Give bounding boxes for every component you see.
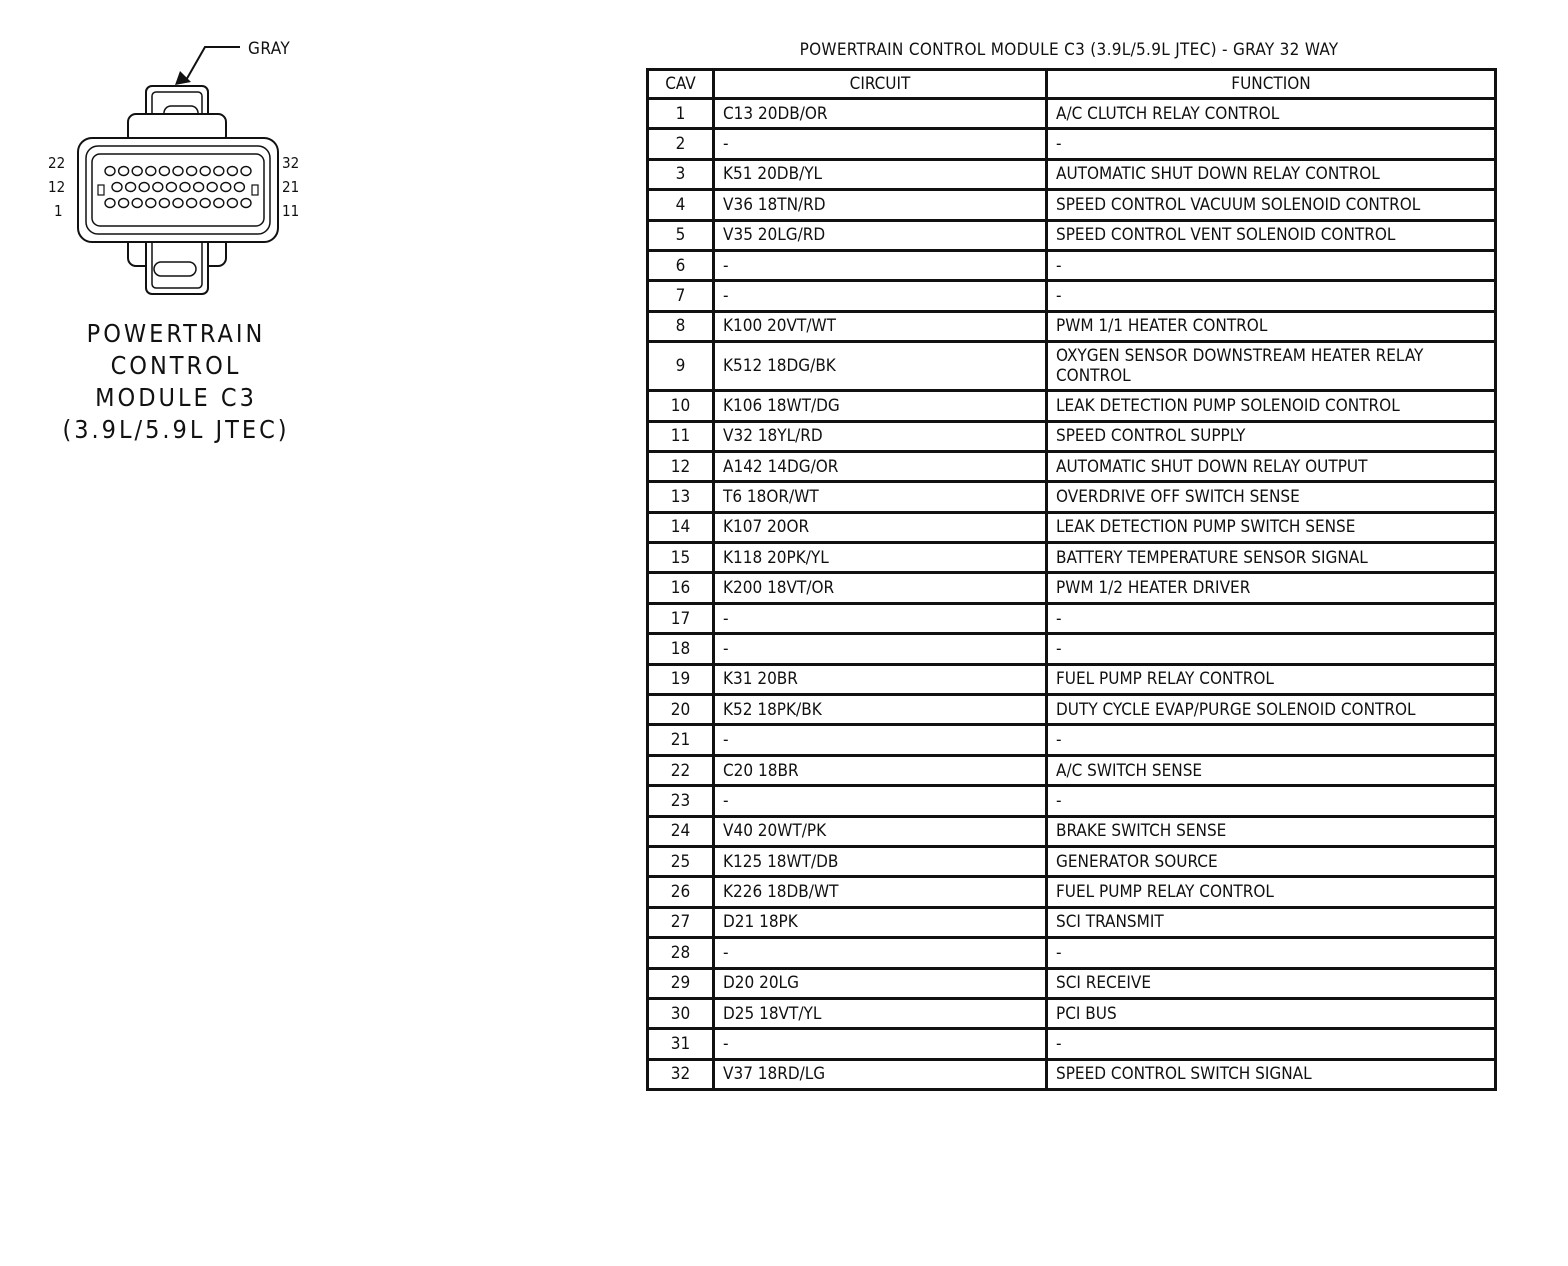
table-row: [648, 998, 1496, 1028]
cav-cell: 30: [648, 998, 714, 1028]
function-cell: PWM 1/1 HEATER CONTROL: [1047, 311, 1496, 341]
function-cell: -: [1047, 634, 1496, 664]
circuit-cell: -: [714, 725, 1047, 755]
circuit-cell: C13 20DB/OR: [714, 99, 1047, 129]
column-header-cav: CAV: [648, 70, 714, 99]
function-cell: OVERDRIVE OFF SWITCH SENSE: [1047, 482, 1496, 512]
circuit-cell: -: [714, 634, 1047, 664]
pin-label-32: 32: [282, 154, 300, 172]
circuit-cell: -: [714, 603, 1047, 633]
circuit-cell: V37 18RD/LG: [714, 1059, 1047, 1089]
circuit-cell: -: [714, 250, 1047, 280]
table-row: [648, 634, 1496, 664]
table-row: [648, 482, 1496, 512]
function-cell: -: [1047, 725, 1496, 755]
cav-cell: 3: [648, 159, 714, 189]
function-cell: PWM 1/2 HEATER DRIVER: [1047, 573, 1496, 603]
function-cell: -: [1047, 129, 1496, 159]
table-row: [648, 1029, 1496, 1059]
cav-cell: 14: [648, 512, 714, 542]
table-row: [648, 159, 1496, 189]
cav-cell: 2: [648, 129, 714, 159]
function-cell: SCI RECEIVE: [1047, 968, 1496, 998]
cav-cell: 7: [648, 281, 714, 311]
table-row: [648, 786, 1496, 816]
table-row: [648, 938, 1496, 968]
cav-cell: 31: [648, 1029, 714, 1059]
cav-cell: 8: [648, 311, 714, 341]
cav-cell: 26: [648, 877, 714, 907]
function-cell: DUTY CYCLE EVAP/PURGE SOLENOID CONTROL: [1047, 695, 1496, 725]
function-cell: LEAK DETECTION PUMP SOLENOID CONTROL: [1047, 391, 1496, 421]
circuit-cell: -: [714, 129, 1047, 159]
circuit-cell: D25 18VT/YL: [714, 998, 1047, 1028]
column-header-function: FUNCTION: [1047, 70, 1496, 99]
connector-caption: [40, 318, 312, 446]
cav-cell: 25: [648, 846, 714, 876]
function-cell: FUEL PUMP RELAY CONTROL: [1047, 664, 1496, 694]
function-cell: FUEL PUMP RELAY CONTROL: [1047, 877, 1496, 907]
table-row: [648, 129, 1496, 159]
table-row: [648, 725, 1496, 755]
circuit-cell: K52 18PK/BK: [714, 695, 1047, 725]
table-row: [648, 877, 1496, 907]
cav-cell: 6: [648, 250, 714, 280]
cav-cell: 10: [648, 391, 714, 421]
function-cell: AUTOMATIC SHUT DOWN RELAY OUTPUT: [1047, 451, 1496, 481]
table-header-row: [648, 70, 1496, 99]
pin-label-21: 21: [282, 178, 300, 196]
cav-cell: 20: [648, 695, 714, 725]
circuit-cell: K125 18WT/DB: [714, 846, 1047, 876]
function-cell: SPEED CONTROL SUPPLY: [1047, 421, 1496, 451]
circuit-cell: V32 18YL/RD: [714, 421, 1047, 451]
function-cell: SPEED CONTROL SWITCH SIGNAL: [1047, 1059, 1496, 1089]
function-cell: SCI TRANSMIT: [1047, 907, 1496, 937]
table-row: [648, 695, 1496, 725]
circuit-cell: -: [714, 938, 1047, 968]
caption-line: (3.9L/5.9L JTEC): [62, 415, 290, 444]
circuit-cell: D20 20LG: [714, 968, 1047, 998]
function-cell: -: [1047, 603, 1496, 633]
circuit-cell: K107 20OR: [714, 512, 1047, 542]
table-row: [648, 543, 1496, 573]
column-header-circuit: CIRCUIT: [714, 70, 1047, 99]
function-cell: LEAK DETECTION PUMP SWITCH SENSE: [1047, 512, 1496, 542]
circuit-cell: V40 20WT/PK: [714, 816, 1047, 846]
function-cell: BRAKE SWITCH SENSE: [1047, 816, 1496, 846]
function-cell: -: [1047, 281, 1496, 311]
cav-cell: 1: [648, 99, 714, 129]
function-cell: BATTERY TEMPERATURE SENSOR SIGNAL: [1047, 543, 1496, 573]
circuit-cell: K31 20BR: [714, 664, 1047, 694]
table-row: [648, 342, 1496, 391]
table-row: [648, 1059, 1496, 1089]
cav-cell: 27: [648, 907, 714, 937]
table-row: [648, 220, 1496, 250]
circuit-cell: K200 18VT/OR: [714, 573, 1047, 603]
table-row: [648, 573, 1496, 603]
circuit-cell: K512 18DG/BK: [714, 342, 1047, 391]
table-row: [648, 451, 1496, 481]
table-row: [648, 846, 1496, 876]
table-row: [648, 664, 1496, 694]
pin-label-1: 1: [54, 202, 63, 220]
cav-cell: 9: [648, 342, 714, 391]
function-cell: -: [1047, 1029, 1496, 1059]
caption-line: MODULE C3: [95, 383, 257, 412]
table-row: [648, 512, 1496, 542]
circuit-cell: K226 18DB/WT: [714, 877, 1047, 907]
circuit-cell: T6 18OR/WT: [714, 482, 1047, 512]
table-row: [648, 421, 1496, 451]
cav-cell: 12: [648, 451, 714, 481]
cav-cell: 17: [648, 603, 714, 633]
caption-line: CONTROL: [110, 351, 242, 380]
table-row: [648, 755, 1496, 785]
circuit-cell: V36 18TN/RD: [714, 190, 1047, 220]
circuit-cell: K51 20DB/YL: [714, 159, 1047, 189]
table-row: [648, 281, 1496, 311]
table-row: [648, 99, 1496, 129]
table-row: [648, 250, 1496, 280]
function-cell: -: [1047, 250, 1496, 280]
function-cell: AUTOMATIC SHUT DOWN RELAY CONTROL: [1047, 159, 1496, 189]
circuit-cell: C20 18BR: [714, 755, 1047, 785]
cav-cell: 28: [648, 938, 714, 968]
cav-cell: 29: [648, 968, 714, 998]
table-row: [648, 311, 1496, 341]
cav-cell: 23: [648, 786, 714, 816]
connector-color-label: GRAY: [248, 39, 291, 59]
pin-label-22: 22: [48, 154, 66, 172]
table-row: [648, 907, 1496, 937]
function-cell: OXYGEN SENSOR DOWNSTREAM HEATER RELAY CONTROL: [1047, 342, 1496, 391]
circuit-cell: -: [714, 281, 1047, 311]
connector-drawing: [40, 30, 320, 320]
cav-cell: 15: [648, 543, 714, 573]
circuit-cell: -: [714, 1029, 1047, 1059]
cav-cell: 19: [648, 664, 714, 694]
pinout-table: [646, 68, 1497, 1091]
table-row: [648, 816, 1496, 846]
cav-cell: 21: [648, 725, 714, 755]
table-row: [648, 968, 1496, 998]
circuit-cell: D21 18PK: [714, 907, 1047, 937]
cav-cell: 24: [648, 816, 714, 846]
table-row: [648, 603, 1496, 633]
function-cell: SPEED CONTROL VENT SOLENOID CONTROL: [1047, 220, 1496, 250]
table-row: [648, 190, 1496, 220]
cav-cell: 32: [648, 1059, 714, 1089]
function-cell: PCI BUS: [1047, 998, 1496, 1028]
circuit-cell: K106 18WT/DG: [714, 391, 1047, 421]
cav-cell: 4: [648, 190, 714, 220]
pin-label-11: 11: [282, 202, 300, 220]
function-cell: SPEED CONTROL VACUUM SOLENOID CONTROL: [1047, 190, 1496, 220]
function-cell: A/C CLUTCH RELAY CONTROL: [1047, 99, 1496, 129]
table-title: POWERTRAIN CONTROL MODULE C3 (3.9L/5.9L JTEC) - GRAY 32 WAY: [799, 40, 1339, 60]
function-cell: -: [1047, 938, 1496, 968]
cav-cell: 13: [648, 482, 714, 512]
pin-label-12: 12: [48, 178, 66, 196]
function-cell: A/C SWITCH SENSE: [1047, 755, 1496, 785]
connector-diagram: [40, 30, 320, 320]
caption-line: POWERTRAIN: [86, 319, 266, 348]
cav-cell: 11: [648, 421, 714, 451]
cav-cell: 22: [648, 755, 714, 785]
circuit-cell: K100 20VT/WT: [714, 311, 1047, 341]
table-row: [648, 391, 1496, 421]
cav-cell: 16: [648, 573, 714, 603]
cav-cell: 18: [648, 634, 714, 664]
cav-cell: 5: [648, 220, 714, 250]
function-cell: GENERATOR SOURCE: [1047, 846, 1496, 876]
circuit-cell: A142 14DG/OR: [714, 451, 1047, 481]
function-cell: -: [1047, 786, 1496, 816]
circuit-cell: K118 20PK/YL: [714, 543, 1047, 573]
circuit-cell: -: [714, 786, 1047, 816]
circuit-cell: V35 20LG/RD: [714, 220, 1047, 250]
